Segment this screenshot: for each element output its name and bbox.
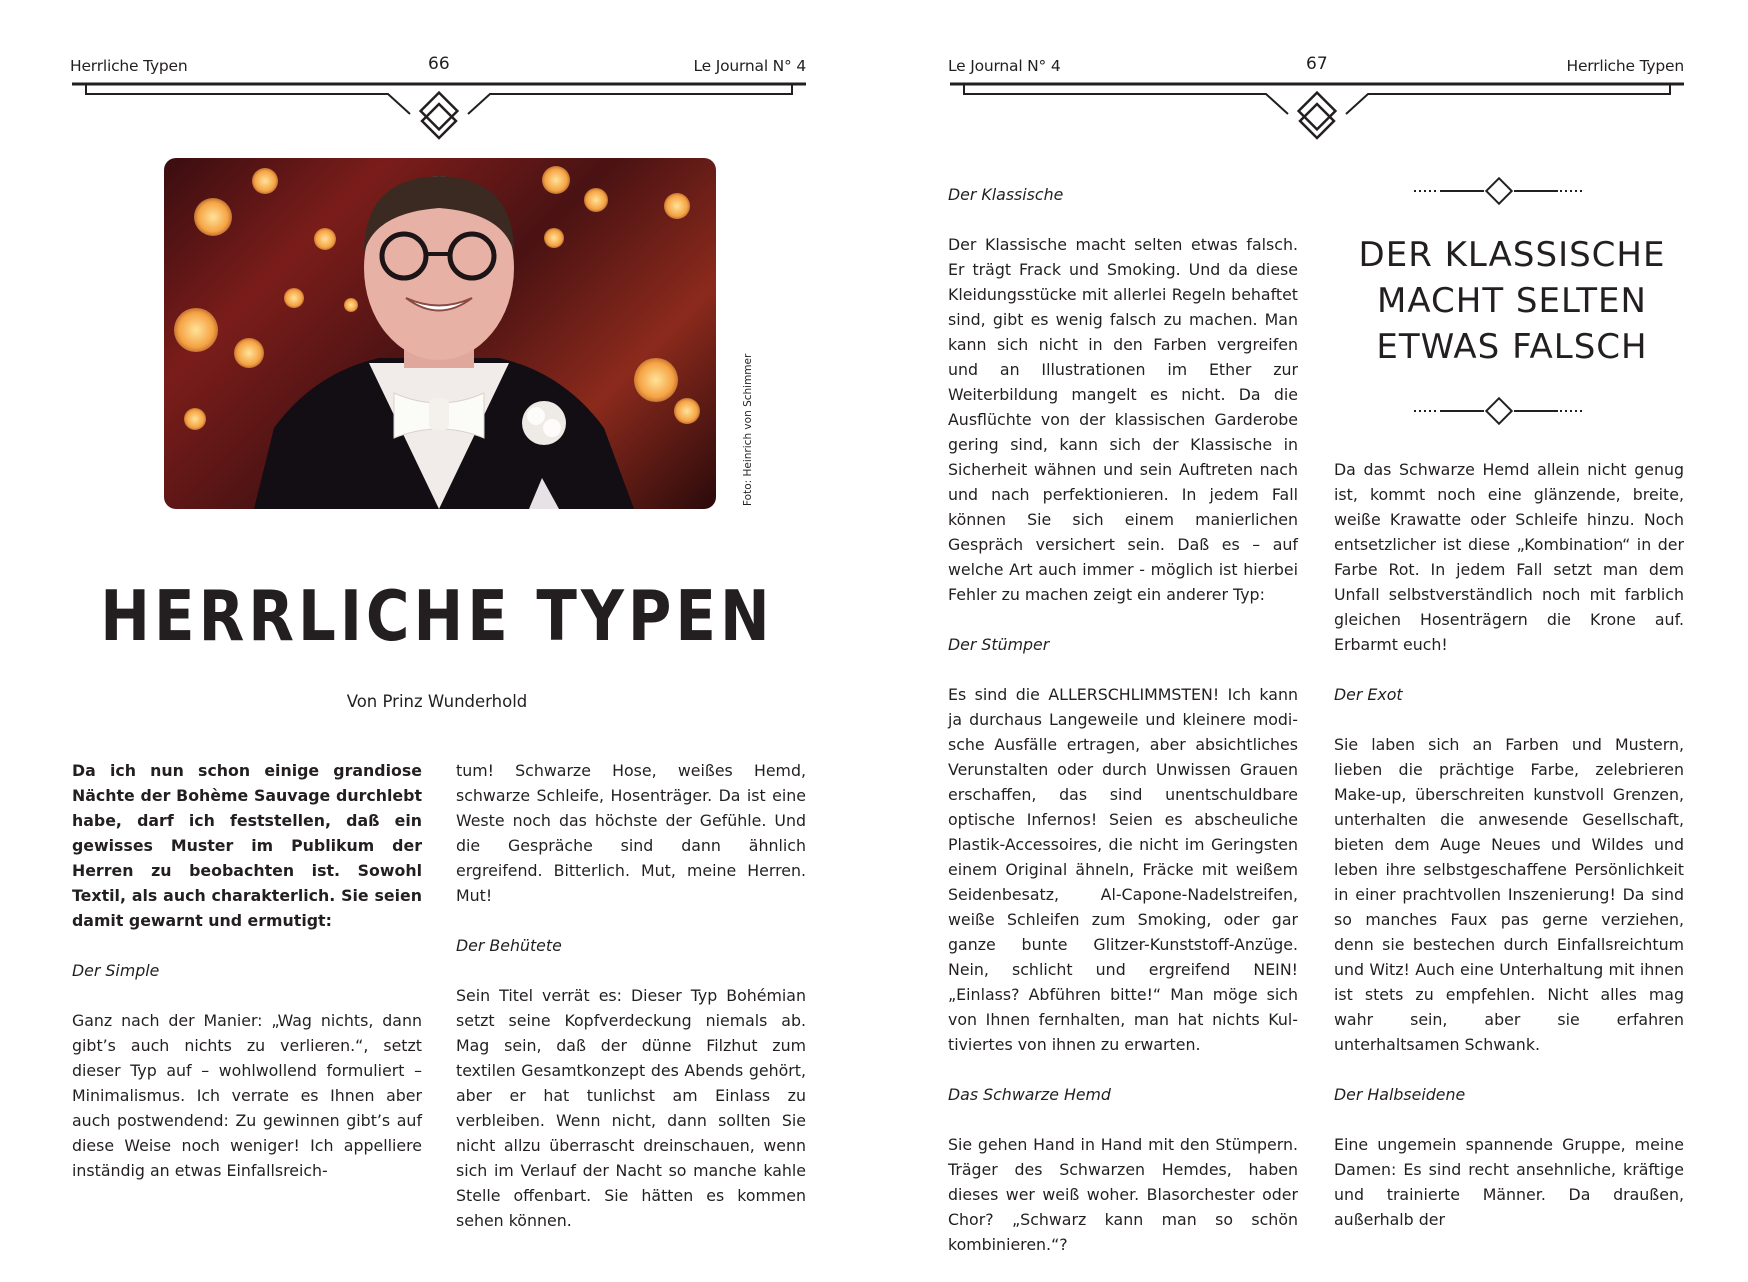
portrait-figure	[164, 158, 716, 509]
body-paragraph: Ganz nach der Manier: „Wag nichts, dann gibt’s auch nichts zu verlieren.“, setzt dieser Typ auf – wohlwollend formuliert – Minimalismus. Ich verrate es Ihnen aber auch postwendend: Zu gewinnen gibt’s auf diese Weise noch weniger! Ich appelliere inständig an etwas Einfallsreich-	[72, 1011, 422, 1180]
body-paragraph: Sie gehen Hand in Hand mit den Stümpern. Träger des Schwarzen Hemdes, haben dieses wer weiß woher. Blasorchester oder Chor? „Schwarz kann man so schön kombinieren.“?	[948, 1135, 1298, 1254]
running-header-right: Herrliche Typen	[1566, 57, 1684, 75]
header-ornament	[948, 82, 1686, 136]
text-column-2	[456, 758, 806, 1258]
page-number: 66	[428, 54, 450, 74]
pull-quote-divider-top	[1414, 176, 1584, 206]
body-paragraph: Sein Titel verrät es: Dieser Typ Bohémian setzt seine Kopfverdeckung niemals ab. Mag sein, daß der dünne Filzhut zum textilen Gesamtkonzept des Abends gehört, aber er hat tunlichst am Einlass zu verbleiben. Wenn nicht, dann sollten Sie nicht allzu überrascht dreinschauen, wenn sich im Verlauf der Nacht so manche kahle Stelle offenbart. Sie hätten es kommen sehen können.	[456, 986, 806, 1230]
subheading: Der Stümper	[948, 635, 1050, 654]
text-column-1	[948, 182, 1298, 1282]
body-paragraph: tum! Schwarze Hose, weißes Hemd, schwarze Schleife, Hosenträger. Da ist eine Weste noch das höchste der Gefühle. Und die Gespräche sind dann ähnlich ergreifend. Bitterlich. Mut, meine Herren. Mut!	[456, 761, 806, 905]
running-header-right: Le Journal N° 4	[693, 57, 806, 75]
pull-quote-divider-bottom	[1414, 396, 1584, 426]
portrait-photo	[164, 158, 716, 509]
body-paragraph: Sie laben sich an Farben und Mustern, lieben die prächtige Farbe, zelebrieren Make-up, überschreiten kunstvoll Grenzen, unterhalten die anwesende Gesellschaft, bieten dem Auge Neues und Wildes und leben ihre selbstgeschaffene Persönlichkeit in einer prachtvollen Inszenierung! Da sind so manches Faux pas gerne verziehen, denn sie bestechen durch Einfallsreichtum und Witz! Auch eine Unterhaltung mit ihnen ist stets zu empfehlen. Nicht alles mag wahr sein, aber sie erfahren unterhaltsamen Schwank.	[1334, 735, 1684, 1054]
subheading: Der Halbseidene	[1334, 1085, 1466, 1104]
body-paragraph: Es sind die ALLERSCHLIMMSTEN! Ich kann ja durchaus Langeweile und kleinere modische Ausfälle ertragen, aber absichtliches Verunstalten oder durch Unwissen Grauen erschaffen, das sind unentschuldbare optische Infernos! Seien es abscheuliche Plastik-Accessoires, die nicht im Geringsten einem Original ähneln, Fräcke mit weißem Seidenbesatz, Al-Capone-Nadelstreifen, weiße Schleifen zum Smoking, oder gar ganze bunte Glitzer-Kunststoff-Anzüge. Nein, schlicht und ergreifend NEIN! „Einlass? Abführen bitte!“ Man möge sich von Ihnen fernhalten, man hat nichts Kultiviertes von ihnen zu erwarten.	[948, 685, 1298, 1054]
subheading: Der Klassische	[948, 185, 1064, 204]
subheading: Der Exot	[1334, 685, 1403, 704]
text-column-1	[72, 758, 422, 1208]
subheading: Der Behütete	[456, 936, 562, 955]
right-page	[874, 0, 1748, 1254]
page-number: 67	[1306, 54, 1328, 74]
author-byline: Von Prinz Wunderhold	[346, 692, 528, 711]
subheading: Der Simple	[72, 961, 160, 980]
body-paragraph: Eine ungemein spannende Gruppe, meine Damen: Es sind recht ansehnliche, kräftige und trainierte Männer. Da draußen, außerhalb der	[1334, 1135, 1684, 1229]
photo-credit: Foto: Heinrich von Schimmer	[742, 353, 754, 506]
body-paragraph: Der Klassische macht selten etwas falsch. Er trägt Frack und Smoking. Und da diese Kleidungsstücke mit allerlei Regeln behaftet sind, gibt es wenig falsch zu machen. Man kann sich nicht in den Farben vergreifen und an Illustrationen im Ether zur Weiterbildung mangelt es nicht. Da die Ausflüchte von der klassischen Garderobe gering sind, kann sich der Klassische in Sicherheit wähnen und sein Auftreten nach und nach perfektionieren. In jedem Fall können Sie sich einem manierlichen Gespräch versichert sein. Daß es – auf welche Art auch immer - möglich ist hierbei Fehler zu machen zeigt ein anderer Typ:	[948, 235, 1298, 604]
header-ornament	[70, 82, 808, 136]
body-paragraph: Da das Schwarze Hemd allein nicht genug ist, kommt noch eine glänzende, breite, weiße Krawatte oder Schleife hinzu. Noch entsetzlicher ist diese „Kombination“ in der Farbe Rot. In jedem Fall setzt man dem Unfall selbstverständlich noch mit farblich gleichen Hosenträgern die Krone auf. Erbarmt euch!	[1334, 460, 1684, 654]
running-header-left: Le Journal N° 4	[948, 57, 1061, 75]
lead-paragraph: Da ich nun schon einige grandiose Nächte der Bohème Sauvage durchlebt habe, darf ich feststellen, daß ein gewisses Muster im Publikum der Herren zu beobachten ist. Sowohl Textil, als auch charakterlich. Sie seien damit gewarnt und ermutigt:	[72, 761, 422, 930]
pull-quote: DER KLASSISCHE MACHT SELTEN ETWAS FALSCH	[1358, 235, 1666, 367]
left-page	[0, 0, 874, 1240]
running-header-left: Herrliche Typen	[70, 57, 188, 75]
text-column-2	[1334, 457, 1684, 1257]
article-title: HERRLICHE TYPEN	[100, 576, 774, 657]
subheading: Das Schwarze Hemd	[948, 1085, 1111, 1104]
